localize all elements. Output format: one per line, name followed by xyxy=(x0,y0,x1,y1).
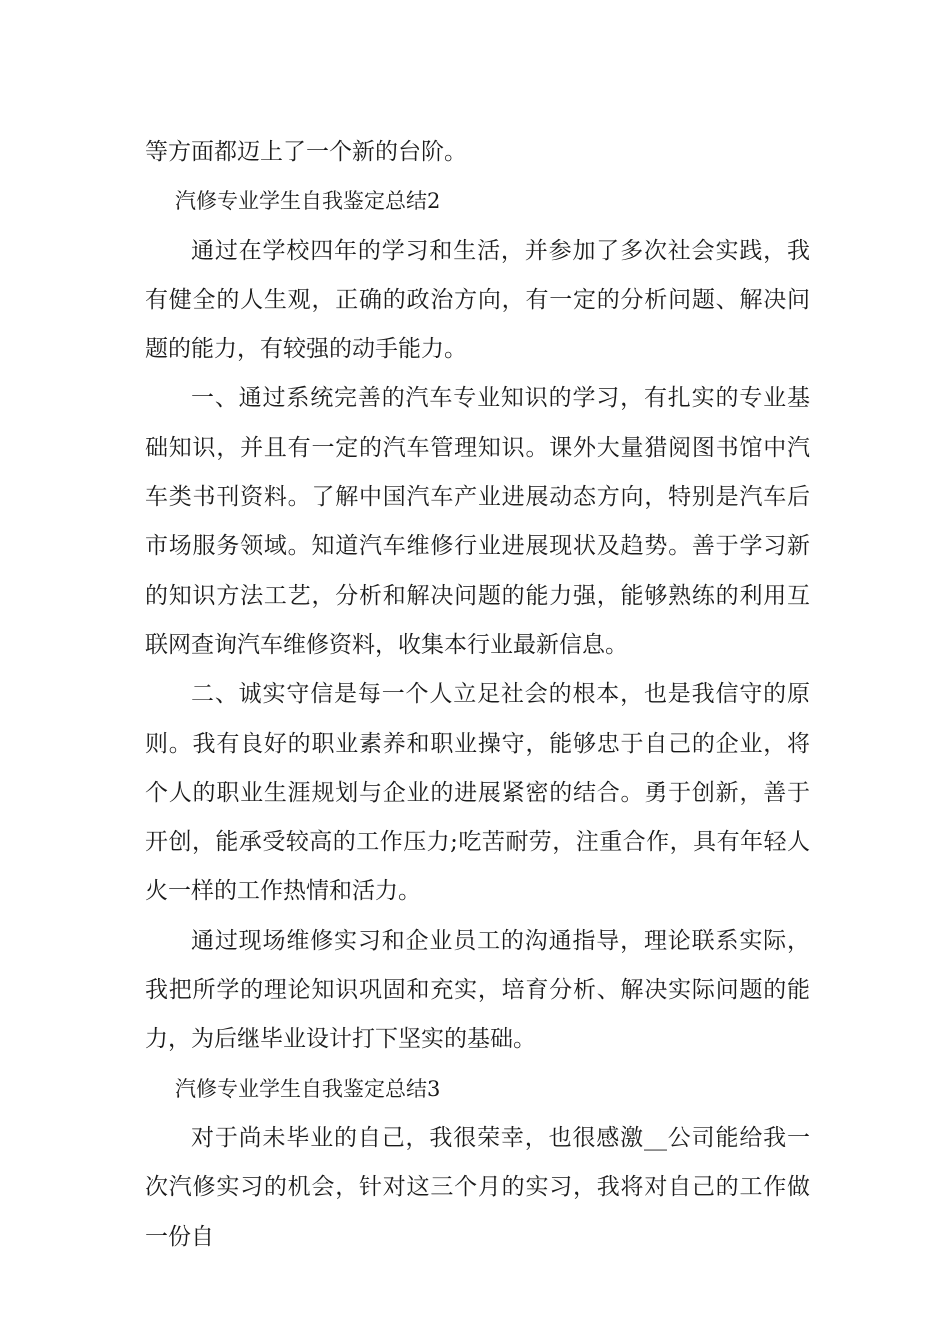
paragraph: 二、诚实守信是每一个人立足社会的根本，也是我信守的原则。我有良好的职业素养和职业操守，能够忠于自己的企业，将个人的职业生涯规划与企业的进展紧密的结合。勇于创新，善于开创，能承受较高的工作压力;吃苦耐劳，注重合作，具有年轻人火一样的工作热情和活力。 xyxy=(145,681,810,905)
section-heading-3: 汽修专业学生自我鉴定总结3 xyxy=(175,1076,441,1101)
document-body xyxy=(145,128,810,1262)
paragraph: 一、通过系统完善的汽车专业知识的学习，有扎实的专业基础知识，并且有一定的汽车管理知识。课外大量猎阅图书馆中汽车类书刊资料。了解中国汽车产业进展动态方向，特别是汽车后市场服务领域。知道汽车维修行业进展现状及趋势。善于学习新的知识方法工艺，分析和解决问题的能力强，能够熟练的利用互联网查询汽车维修资料，收集本行业最新信息。 xyxy=(145,385,810,658)
paragraph: 对于尚未毕业的自己，我很荣幸，也很感激__公司能给我一次汽修实习的机会，针对这三个月的实习，我将对自己的工作做一份自 xyxy=(145,1124,810,1250)
section-heading-2: 汽修专业学生自我鉴定总结2 xyxy=(175,189,441,214)
paragraph: 通过在学校四年的学习和生活，并参加了多次社会实践，我有健全的人生观，正确的政治方向，有一定的分析问题、解决问题的能力，有较强的动手能力。 xyxy=(145,237,810,363)
paragraph: 通过现场维修实习和企业员工的沟通指导，理论联系实际，我把所学的理论知识巩固和充实，培育分析、解决实际问题的能力，为后继毕业设计打下坚实的基础。 xyxy=(145,927,810,1053)
paragraph-continuation: 等方面都迈上了一个新的台阶。 xyxy=(145,139,467,165)
